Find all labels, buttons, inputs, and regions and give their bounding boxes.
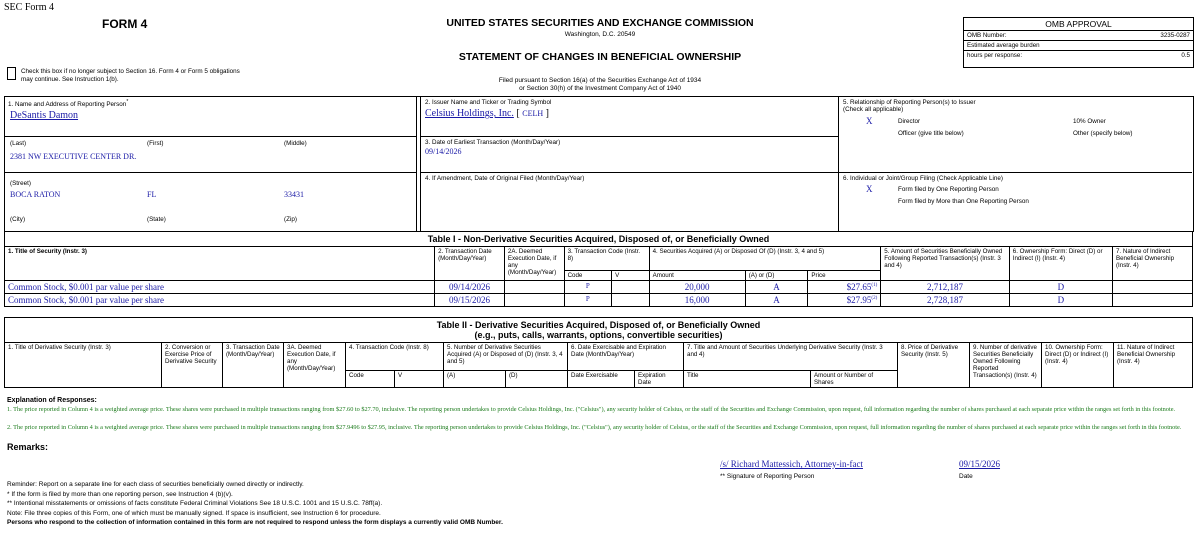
- omb-number-label: OMB Number:: [967, 32, 1007, 39]
- t2-subheader-expiration: Expiration Date: [635, 371, 684, 388]
- t1-row1-price: $27.65$^{(1)}$: [808, 281, 881, 294]
- t1-row1-date: 09/14/2026: [435, 281, 505, 294]
- filing-label: 6. Individual or Joint/Group Filing (Check Applicable Line): [843, 175, 1003, 182]
- omb-hours-label: hours per response:: [967, 52, 1023, 59]
- t2-subheader-d: (D): [506, 371, 568, 388]
- t1-row2-form: D: [1009, 294, 1112, 307]
- filed-line-2: or Section 30(h) of the Investment Company Act of 1940: [519, 85, 681, 92]
- t1-row1-aord: A: [745, 281, 808, 294]
- issuer-name-link[interactable]: Celsius Holdings, Inc.: [425, 108, 514, 119]
- street-label: (Street): [10, 180, 31, 187]
- t1-subheader-price: Price: [808, 271, 881, 281]
- t1-subheader-amount: Amount: [649, 271, 745, 281]
- t1-subheader-v: V: [612, 271, 649, 281]
- table2-subtitle: (e.g., puts, calls, warrants, options, convertible securities): [474, 330, 723, 340]
- officer-label: Officer (give title below): [898, 130, 964, 137]
- t2-header-conversion: 2. Conversion or Exercise Price of Derivative Security: [162, 343, 223, 388]
- earliest-date-value: 09/14/2026: [425, 147, 462, 156]
- t1-header-title: 1. Title of Security (Instr. 3): [5, 247, 435, 281]
- reporting-person-name-link[interactable]: DeSantis Damon: [10, 110, 79, 121]
- omb-title: OMB APPROVAL: [964, 18, 1193, 31]
- t2-subheader-code: Code: [346, 371, 395, 388]
- relationship-label: 5. Relationship of Reporting Person(s) to Issuer: [843, 99, 976, 106]
- omb-burden-label: Estimated average burden: [964, 41, 1193, 51]
- amendment-date-label: 4. If Amendment, Date of Original Filed (Month/Day/Year): [425, 175, 585, 182]
- reminder-5: Persons who respond to the collection of information contained in this form are not required to respond unless the form displays a currently valid OMB Number.: [7, 519, 503, 527]
- agency-title: UNITED STATES SECURITIES AND EXCHANGE COMMISSION: [446, 17, 754, 29]
- remarks-label: Remarks:: [7, 442, 49, 452]
- form-name: FORM 4: [102, 17, 148, 31]
- agency-location: Washington, D.C. 20549: [564, 31, 636, 38]
- section16-checkbox[interactable]: [7, 67, 16, 82]
- ten-percent-owner-label: 10% Owner: [1073, 118, 1106, 125]
- t2-header-form: 10. Ownership Form: Direct (D) or Indirect (I) (Instr. 4): [1042, 343, 1114, 388]
- t1-header-date: 2. Transaction Date (Month/Day/Year): [435, 247, 505, 281]
- reminders: [7, 480, 503, 528]
- more-person-label: Form filed by More than One Reporting Person: [898, 198, 1029, 205]
- other-label: Other (specify below): [1073, 130, 1133, 137]
- table-derivative: [4, 317, 1193, 388]
- last-label: (Last): [10, 140, 27, 147]
- zip-label: (Zip): [284, 216, 297, 223]
- t1-subheader-code: Code: [564, 271, 612, 281]
- omb-number-row: [964, 31, 1193, 41]
- reminder-1: Reminder: Report on a separate line for each class of securities beneficially owned directly or indirectly.: [7, 481, 304, 488]
- city-label: (City): [10, 216, 26, 223]
- t2-subheader-a: (A): [444, 371, 506, 388]
- one-person-label: Form filed by One Reporting Person: [898, 186, 999, 193]
- reporting-person-label: 1. Name and Address of Reporting Person*: [8, 99, 129, 109]
- zip-value: 33431: [284, 190, 304, 199]
- t2-header-nature: 11. Nature of Indirect Beneficial Ownership (Instr. 4): [1114, 343, 1193, 388]
- table-row: [5, 281, 1193, 294]
- table2-title: Table II - Derivative Securities Acquired, Disposed of, or Beneficially Owned: [436, 320, 761, 330]
- earliest-date-label: 3. Date of Earliest Transaction (Month/Day/Year): [425, 139, 561, 146]
- first-label: (First): [147, 140, 164, 147]
- signature-name: /s/ Richard Mattessich, Attorney-in-fact: [720, 459, 863, 469]
- filed-line-1: Filed pursuant to Section 16(a) of the Securities Exchange Act of 1934: [498, 77, 702, 84]
- t2-header-number: 5. Number of Derivative Securities Acquired (A) or Disposed of (D) (Instr. 3, 4 and 5): [444, 343, 568, 371]
- t1-header-owned: 5. Amount of Securities Beneficially Owned Following Reported Transaction(s) (Instr. 3 and 4): [881, 247, 1010, 281]
- director-mark[interactable]: X: [866, 116, 873, 126]
- signature-date: 09/15/2026: [959, 459, 1001, 469]
- t1-row1-title: Common Stock, $0.001 par value per share: [5, 281, 435, 294]
- street-address: 2381 NW EXECUTIVE CENTER DR.: [10, 152, 137, 161]
- signature-date-label: Date: [959, 473, 973, 480]
- t2-subheader-exercisable: Date Exercisable: [568, 371, 635, 388]
- t1-header-acquired: 4. Securities Acquired (A) or Disposed Of (D) (Instr. 3, 4 and 5): [649, 247, 881, 271]
- t1-row1-amount: 20,000: [649, 281, 745, 294]
- table1-title: Table I - Non-Derivative Securities Acquired, Disposed of, or Beneficially Owned: [5, 232, 1193, 247]
- table2-title-cell: [5, 318, 1193, 343]
- t1-row2-date: 09/15/2026: [435, 294, 505, 307]
- state-value: FL: [147, 190, 157, 199]
- t1-header-nature: 7. Nature of Indirect Beneficial Ownership (Instr. 4): [1112, 247, 1192, 281]
- reporting-info-grid: [4, 96, 1194, 232]
- t1-row2-owned: 2,728,187: [881, 294, 1010, 307]
- relationship-sublabel: (Check all applicable): [843, 106, 904, 113]
- omb-approval-box: [963, 17, 1194, 68]
- t1-row2-price: $27.95$^{(2)}$: [808, 294, 881, 307]
- table-non-derivative: [4, 231, 1193, 307]
- state-label: (State): [147, 216, 166, 223]
- omb-hours-value: 0.5: [1181, 52, 1190, 59]
- t2-header-title: 1. Title of Derivative Security (Instr. 3): [5, 343, 162, 388]
- t2-header-price: 8. Price of Derivative Security (Instr. 5): [898, 343, 970, 388]
- t2-subheader-amount: Amount or Number of Shares: [811, 371, 898, 388]
- browser-title: SEC Form 4: [4, 2, 55, 13]
- t1-header-form: 6. Ownership Form: Direct (D) or Indirect (I) (Instr. 4): [1009, 247, 1112, 281]
- t2-header-owned: 9. Number of derivative Securities Beneficially Owned Following Reported Transaction(s) (Instr. 4): [970, 343, 1042, 388]
- reminder-4: Note: File three copies of this Form, one of which must be manually signed. If space is insufficient, see Instruction 6 for procedure.: [7, 509, 381, 517]
- t2-subheader-title: Title: [684, 371, 811, 388]
- director-label: Director: [898, 118, 921, 125]
- explanation-label: Explanation of Responses:: [7, 397, 97, 404]
- middle-label: (Middle): [284, 140, 307, 147]
- statement-title: STATEMENT OF CHANGES IN BENEFICIAL OWNERSHIP: [458, 51, 742, 63]
- omb-hours-row: [964, 51, 1193, 60]
- t1-row2-code: P: [564, 294, 612, 307]
- one-person-mark[interactable]: X: [866, 184, 873, 194]
- issuer-row: Celsius Holdings, Inc. [ CELH ]: [425, 108, 549, 119]
- reminder-2: * If the form is filed by more than one reporting person, see Instruction 4 (b)(v).: [7, 490, 233, 498]
- t2-header-date: 3. Transaction Date (Month/Day/Year): [223, 343, 284, 388]
- table-row: [5, 294, 1193, 307]
- t1-subheader-aord: (A) or (D): [745, 271, 808, 281]
- t1-row1-code: P: [564, 281, 612, 294]
- t1-header-code: 3. Transaction Code (Instr. 8): [564, 247, 649, 271]
- reminder-3: ** Intentional misstatements or omissions of facts constitute Federal Criminal Violations See 18 U.S.C. 1001 and 15 U.S.C. 78ff(a).: [7, 500, 383, 508]
- issuer-ticker: CELH: [522, 109, 544, 118]
- t2-header-exercisable: 6. Date Exercisable and Expiration Date (Month/Day/Year): [568, 343, 684, 371]
- omb-number-value: 3235-0287: [1160, 32, 1190, 39]
- t2-header-underlying: 7. Title and Amount of Securities Underlying Derivative Security (Instr. 3 and 4): [684, 343, 898, 371]
- t2-header-deemed: 3A. Deemed Execution Date, if any (Month/Day/Year): [284, 343, 346, 388]
- t1-row1-form: D: [1009, 281, 1112, 294]
- t1-row2-amount: 16,000: [649, 294, 745, 307]
- t1-row2-aord: A: [745, 294, 808, 307]
- t2-subheader-v: V: [395, 371, 444, 388]
- city-value: BOCA RATON: [10, 190, 61, 199]
- section16-checkbox-label: Check this box if no longer subject to Section 16. Form 4 or Form 5 obligations may continue. See Instruction 1(b).: [21, 68, 240, 83]
- t2-header-code: 4. Transaction Code (Instr. 8): [346, 343, 444, 371]
- footnote-1: 1. The price reported in Column 4 is a weighted average price. These shares were purchased in multiple transactions ranging from $27.60 to $27.70, inclusive. The reporting person undertakes to provide Celsius Holdings, Inc. ("Celsius"), any security holder of Celsius, or the staff of the Securities and Exchange Commission, upon request, full information regarding the number of shares purchased at each separate price within the ranges set forth in this footnote.: [7, 406, 1176, 413]
- signature-label: ** Signature of Reporting Person: [720, 473, 815, 480]
- footnote-2: 2. The price reported in Column 4 is a weighted average price. These shares were purchased in multiple transactions ranging from $27.9496 to $27.95, inclusive. The reporting person undertakes to provide Celsius Holdings, Inc. ("Celsius"), any security holder of Celsius, or the staff of the Securities and Exchange Commission, upon request, full information regarding the number of shares purchased at each separate price within the ranges set forth in this footnote.: [7, 424, 1182, 431]
- t1-header-deemed: 2A. Deemed Execution Date, if any (Month/Day/Year): [504, 247, 564, 281]
- t1-row2-title: Common Stock, $0.001 par value per share: [5, 294, 435, 307]
- t1-row1-owned: 2,712,187: [881, 281, 1010, 294]
- issuer-label: 2. Issuer Name and Ticker or Trading Symbol: [425, 99, 552, 106]
